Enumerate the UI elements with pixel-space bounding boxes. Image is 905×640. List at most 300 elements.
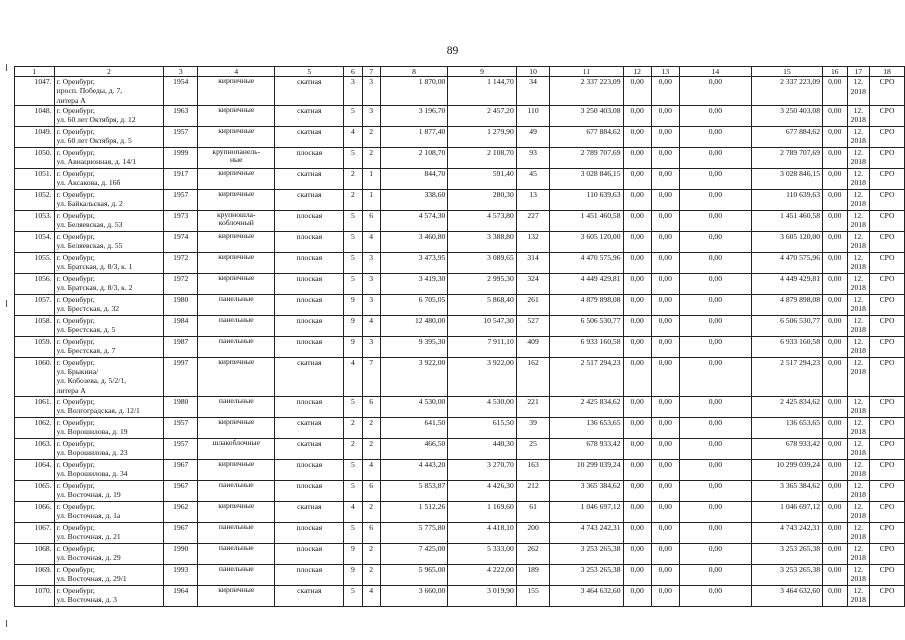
total-cost-cell: 3 253 265,38 — [550, 543, 623, 564]
total-cost-cell: 3 028 846,15 — [550, 168, 623, 189]
fund-cost-cell: 3 028 846,15 — [751, 168, 822, 189]
row-number: 1061. — [15, 396, 55, 417]
cost-cell: 0,00 — [623, 168, 651, 189]
row-number: 1062. — [15, 417, 55, 438]
total-cost-cell: 678 933,42 — [550, 438, 623, 459]
cost-cell: 0,00 — [651, 315, 679, 336]
wall-material-cell: кирпичные — [198, 501, 275, 522]
method-cell: СРО — [870, 273, 905, 294]
column-number: 12 — [623, 67, 651, 77]
living-area-cell: 4 222,00 — [448, 564, 516, 585]
wall-material-cell: кирпичные — [198, 231, 275, 252]
cost-cell: 0,00 — [679, 273, 751, 294]
column-number: 4 — [198, 67, 275, 77]
cost-cell: 0,00 — [679, 417, 751, 438]
total-cost-cell: 3 365 384,62 — [550, 480, 623, 501]
living-area-cell: 3 089,65 — [448, 252, 516, 273]
wall-material-cell: крупношла- коблочный — [198, 210, 275, 231]
cost-cell: 0,00 — [623, 126, 651, 147]
residents-cell: 39 — [516, 417, 550, 438]
table-row — [15, 105, 905, 126]
roof-type-cell: плоская — [275, 522, 344, 543]
row-number: 1065. — [15, 480, 55, 501]
entrances-cell: 6 — [362, 396, 380, 417]
year-cell: 1972 — [164, 252, 198, 273]
cost-cell: 0,00 — [823, 252, 848, 273]
floors-cell: 2 — [344, 168, 362, 189]
fund-cost-cell: 6 506 530,77 — [751, 315, 822, 336]
cost-cell: 0,00 — [679, 564, 751, 585]
entrances-cell: 3 — [362, 294, 380, 315]
entrances-cell: 2 — [362, 438, 380, 459]
table-row — [15, 168, 905, 189]
cost-cell: 0,00 — [651, 231, 679, 252]
cost-cell: 0,00 — [651, 252, 679, 273]
address-cell: г. Оренбург, ул. Братская, д. 8/3, к. 2 — [54, 273, 164, 294]
method-cell: СРО — [870, 252, 905, 273]
period-cell: 12. 2018 — [847, 315, 870, 336]
cost-cell: 0,00 — [623, 231, 651, 252]
wall-material-cell: кирпичные — [198, 252, 275, 273]
wall-material-cell: панельные — [198, 480, 275, 501]
row-number: 1049. — [15, 126, 55, 147]
cost-cell: 0,00 — [623, 147, 651, 168]
entrances-cell: 1 — [362, 168, 380, 189]
cost-cell: 0,00 — [679, 126, 751, 147]
table-row — [15, 294, 905, 315]
roof-type-cell: скатная — [275, 77, 344, 106]
fund-cost-cell: 2 337 223,09 — [751, 77, 822, 106]
living-area-cell: 4 530,00 — [448, 396, 516, 417]
entrances-cell: 6 — [362, 522, 380, 543]
method-cell: СРО — [870, 501, 905, 522]
entrances-cell: 3 — [362, 77, 380, 106]
year-cell: 1962 — [164, 501, 198, 522]
wall-material-cell: шлакоблочные — [198, 438, 275, 459]
method-cell: СРО — [870, 126, 905, 147]
floors-cell: 4 — [344, 126, 362, 147]
residents-cell: 45 — [516, 168, 550, 189]
residents-cell: 25 — [516, 438, 550, 459]
year-cell: 1963 — [164, 105, 198, 126]
living-area-cell: 1 144,70 — [448, 77, 516, 106]
residents-cell: 261 — [516, 294, 550, 315]
column-number: 16 — [823, 67, 848, 77]
residents-cell: 324 — [516, 273, 550, 294]
wall-material-cell: кирпичные — [198, 585, 275, 606]
residents-cell: 49 — [516, 126, 550, 147]
method-cell: СРО — [870, 168, 905, 189]
floors-cell: 5 — [344, 105, 362, 126]
address-cell: г. Оренбург, ул. Байкальская, д. 2 — [54, 189, 164, 210]
floors-cell: 4 — [344, 357, 362, 396]
floors-cell: 5 — [344, 522, 362, 543]
living-area-cell: 280,30 — [448, 189, 516, 210]
wall-material-cell: панельные — [198, 564, 275, 585]
address-cell: г. Оренбург, ул. Брыкина/ ул. Кобозева, д. 5/2/1, литера А — [54, 357, 164, 396]
cost-cell: 0,00 — [623, 273, 651, 294]
living-area-cell: 1 279,90 — [448, 126, 516, 147]
floors-cell: 3 — [344, 77, 362, 106]
total-area-cell: 4 530,00 — [380, 396, 448, 417]
total-area-cell: 4 574,30 — [380, 210, 448, 231]
entrances-cell: 1 — [362, 189, 380, 210]
residents-cell: 221 — [516, 396, 550, 417]
table-row — [15, 336, 905, 357]
year-cell: 1957 — [164, 189, 198, 210]
cost-cell: 0,00 — [623, 189, 651, 210]
year-cell: 1967 — [164, 522, 198, 543]
residents-cell: 227 — [516, 210, 550, 231]
method-cell: СРО — [870, 480, 905, 501]
floors-cell: 9 — [344, 294, 362, 315]
entrances-cell: 4 — [362, 459, 380, 480]
wall-material-cell: кирпичные — [198, 189, 275, 210]
total-cost-cell: 3 464 632,60 — [550, 585, 623, 606]
period-cell: 12. 2018 — [847, 522, 870, 543]
entrances-cell: 4 — [362, 315, 380, 336]
cost-cell: 0,00 — [679, 357, 751, 396]
address-cell: г. Оренбург, ул. Восточная, д. 19 — [54, 480, 164, 501]
year-cell: 1972 — [164, 273, 198, 294]
cost-cell: 0,00 — [679, 147, 751, 168]
residents-cell: 34 — [516, 77, 550, 106]
residents-cell: 110 — [516, 105, 550, 126]
row-number: 1063. — [15, 438, 55, 459]
fund-cost-cell: 1 451 460,58 — [751, 210, 822, 231]
cost-cell: 0,00 — [679, 585, 751, 606]
fund-cost-cell: 2 425 834,62 — [751, 396, 822, 417]
cost-cell: 0,00 — [823, 459, 848, 480]
table-row — [15, 438, 905, 459]
fund-cost-cell: 2 789 707,69 — [751, 147, 822, 168]
total-area-cell: 2 108,70 — [380, 147, 448, 168]
period-cell: 12. 2018 — [847, 168, 870, 189]
roof-type-cell: плоская — [275, 543, 344, 564]
wall-material-cell: панельные — [198, 294, 275, 315]
living-area-cell: 3 019,90 — [448, 585, 516, 606]
address-cell: г. Оренбург, ул. Ворошилова, д. 19 — [54, 417, 164, 438]
period-cell: 12. 2018 — [847, 126, 870, 147]
cost-cell: 0,00 — [651, 459, 679, 480]
address-cell: г. Оренбург, просп. Победы, д. 7, литера А — [54, 77, 164, 106]
fund-cost-cell: 1 046 697,12 — [751, 501, 822, 522]
living-area-cell: 5 333,00 — [448, 543, 516, 564]
method-cell: СРО — [870, 396, 905, 417]
total-area-cell: 3 419,30 — [380, 273, 448, 294]
address-cell: г. Оренбург, ул. Ворошилова, д. 34 — [54, 459, 164, 480]
column-number: 9 — [448, 67, 516, 77]
period-cell: 12. 2018 — [847, 564, 870, 585]
row-number: 1070. — [15, 585, 55, 606]
row-number: 1053. — [15, 210, 55, 231]
table-row — [15, 189, 905, 210]
column-number: 18 — [870, 67, 905, 77]
cost-cell: 0,00 — [651, 168, 679, 189]
cost-cell: 0,00 — [679, 231, 751, 252]
fund-cost-cell: 6 933 160,58 — [751, 336, 822, 357]
margin-tick — [6, 64, 7, 71]
period-cell: 12. 2018 — [847, 336, 870, 357]
period-cell: 12. 2018 — [847, 231, 870, 252]
period-cell: 12. 2018 — [847, 105, 870, 126]
table-row — [15, 396, 905, 417]
entrances-cell: 3 — [362, 105, 380, 126]
entrances-cell: 2 — [362, 417, 380, 438]
year-cell: 1957 — [164, 417, 198, 438]
roof-type-cell: плоская — [275, 396, 344, 417]
roof-type-cell: скатная — [275, 168, 344, 189]
cost-cell: 0,00 — [679, 336, 751, 357]
period-cell: 12. 2018 — [847, 210, 870, 231]
fund-cost-cell: 3 365 384,62 — [751, 480, 822, 501]
total-area-cell: 3 460,80 — [380, 231, 448, 252]
cost-cell: 0,00 — [623, 480, 651, 501]
total-cost-cell: 2 425 834,62 — [550, 396, 623, 417]
column-number: 11 — [550, 67, 623, 77]
total-area-cell: 338,60 — [380, 189, 448, 210]
table-row — [15, 273, 905, 294]
roof-type-cell: плоская — [275, 294, 344, 315]
wall-material-cell: панельные — [198, 543, 275, 564]
table-row — [15, 77, 905, 106]
living-area-cell: 615,50 — [448, 417, 516, 438]
address-cell: г. Оренбург, ул. Беляевская, д. 53 — [54, 210, 164, 231]
cost-cell: 0,00 — [651, 543, 679, 564]
method-cell: СРО — [870, 459, 905, 480]
housing-register-table — [14, 66, 905, 607]
year-cell: 1973 — [164, 210, 198, 231]
total-cost-cell: 10 299 039,24 — [550, 459, 623, 480]
table-row — [15, 417, 905, 438]
total-area-cell: 4 443,20 — [380, 459, 448, 480]
total-area-cell: 1 870,00 — [380, 77, 448, 106]
address-cell: г. Оренбург, ул. Брестская, д. 7 — [54, 336, 164, 357]
entrances-cell: 4 — [362, 585, 380, 606]
margin-tick — [6, 300, 7, 307]
cost-cell: 0,00 — [651, 126, 679, 147]
total-area-cell: 466,50 — [380, 438, 448, 459]
entrances-cell: 3 — [362, 273, 380, 294]
cost-cell: 0,00 — [823, 417, 848, 438]
living-area-cell: 4 426,30 — [448, 480, 516, 501]
roof-type-cell: скатная — [275, 417, 344, 438]
table-row — [15, 231, 905, 252]
total-cost-cell: 4 743 242,31 — [550, 522, 623, 543]
fund-cost-cell: 136 653,65 — [751, 417, 822, 438]
total-cost-cell: 6 506 530,77 — [550, 315, 623, 336]
total-area-cell: 5 853,87 — [380, 480, 448, 501]
fund-cost-cell: 110 639,63 — [751, 189, 822, 210]
entrances-cell: 2 — [362, 543, 380, 564]
residents-cell: 527 — [516, 315, 550, 336]
column-number: 10 — [516, 67, 550, 77]
margin-tick — [6, 620, 7, 627]
total-cost-cell: 136 653,65 — [550, 417, 623, 438]
wall-material-cell: кирпичные — [198, 105, 275, 126]
wall-material-cell: кирпичные — [198, 168, 275, 189]
method-cell: СРО — [870, 210, 905, 231]
year-cell: 1917 — [164, 168, 198, 189]
method-cell: СРО — [870, 231, 905, 252]
cost-cell: 0,00 — [679, 438, 751, 459]
year-cell: 1980 — [164, 294, 198, 315]
table-row — [15, 210, 905, 231]
entrances-cell: 4 — [362, 231, 380, 252]
fund-cost-cell: 3 253 265,38 — [751, 543, 822, 564]
total-area-cell: 3 660,00 — [380, 585, 448, 606]
table-row — [15, 252, 905, 273]
total-area-cell: 641,50 — [380, 417, 448, 438]
cost-cell: 0,00 — [623, 336, 651, 357]
entrances-cell: 3 — [362, 336, 380, 357]
row-number: 1057. — [15, 294, 55, 315]
total-cost-cell: 1 046 697,12 — [550, 501, 623, 522]
table-row — [15, 315, 905, 336]
table-row — [15, 126, 905, 147]
row-number: 1060. — [15, 357, 55, 396]
floors-cell: 9 — [344, 336, 362, 357]
floors-cell: 2 — [344, 189, 362, 210]
wall-material-cell: кирпичные — [198, 459, 275, 480]
roof-type-cell: скатная — [275, 438, 344, 459]
row-number: 1052. — [15, 189, 55, 210]
floors-cell: 9 — [344, 564, 362, 585]
method-cell: СРО — [870, 357, 905, 396]
entrances-cell: 2 — [362, 147, 380, 168]
cost-cell: 0,00 — [679, 459, 751, 480]
cost-cell: 0,00 — [651, 585, 679, 606]
address-cell: г. Оренбург, ул. Восточная, д. 1а — [54, 501, 164, 522]
fund-cost-cell: 677 884,62 — [751, 126, 822, 147]
residents-cell: 162 — [516, 357, 550, 396]
total-cost-cell: 677 884,62 — [550, 126, 623, 147]
floors-cell: 5 — [344, 585, 362, 606]
cost-cell: 0,00 — [679, 168, 751, 189]
cost-cell: 0,00 — [823, 438, 848, 459]
cost-cell: 0,00 — [623, 585, 651, 606]
living-area-cell: 3 388,80 — [448, 231, 516, 252]
floors-cell: 5 — [344, 459, 362, 480]
total-cost-cell: 2 337 223,09 — [550, 77, 623, 106]
row-number: 1054. — [15, 231, 55, 252]
column-number: 5 — [275, 67, 344, 77]
total-area-cell: 3 473,95 — [380, 252, 448, 273]
cost-cell: 0,00 — [823, 522, 848, 543]
entrances-cell: 6 — [362, 210, 380, 231]
period-cell: 12. 2018 — [847, 294, 870, 315]
cost-cell: 0,00 — [679, 252, 751, 273]
roof-type-cell: скатная — [275, 189, 344, 210]
residents-cell: 163 — [516, 459, 550, 480]
residents-cell: 314 — [516, 252, 550, 273]
column-number: 1 — [15, 67, 55, 77]
cost-cell: 0,00 — [823, 210, 848, 231]
entrances-cell: 6 — [362, 480, 380, 501]
year-cell: 1984 — [164, 315, 198, 336]
roof-type-cell: плоская — [275, 231, 344, 252]
fund-cost-cell: 4 879 898,08 — [751, 294, 822, 315]
address-cell: г. Оренбург, ул. Авиационная, д. 14/1 — [54, 147, 164, 168]
year-cell: 1993 — [164, 564, 198, 585]
floors-cell: 5 — [344, 231, 362, 252]
table-row — [15, 357, 905, 396]
total-area-cell: 1 877,40 — [380, 126, 448, 147]
cost-cell: 0,00 — [823, 315, 848, 336]
floors-cell: 5 — [344, 147, 362, 168]
floors-cell: 9 — [344, 315, 362, 336]
year-cell: 1999 — [164, 147, 198, 168]
period-cell: 12. 2018 — [847, 501, 870, 522]
column-number: 7 — [362, 67, 380, 77]
cost-cell: 0,00 — [651, 294, 679, 315]
cost-cell: 0,00 — [623, 438, 651, 459]
floors-cell: 2 — [344, 417, 362, 438]
fund-cost-cell: 678 933,42 — [751, 438, 822, 459]
method-cell: СРО — [870, 77, 905, 106]
period-cell: 12. 2018 — [847, 147, 870, 168]
roof-type-cell: скатная — [275, 126, 344, 147]
cost-cell: 0,00 — [623, 210, 651, 231]
fund-cost-cell: 10 299 039,24 — [751, 459, 822, 480]
year-cell: 1967 — [164, 480, 198, 501]
row-number: 1050. — [15, 147, 55, 168]
fund-cost-cell: 2 517 294,23 — [751, 357, 822, 396]
cost-cell: 0,00 — [651, 417, 679, 438]
method-cell: СРО — [870, 522, 905, 543]
floors-cell: 5 — [344, 273, 362, 294]
fund-cost-cell: 4 743 242,31 — [751, 522, 822, 543]
cost-cell: 0,00 — [651, 189, 679, 210]
cost-cell: 0,00 — [823, 564, 848, 585]
address-cell: г. Оренбург, ул. Брестская, д. 5 — [54, 315, 164, 336]
cost-cell: 0,00 — [823, 336, 848, 357]
cost-cell: 0,00 — [679, 294, 751, 315]
address-cell: г. Оренбург, ул. Беляевская, д. 55 — [54, 231, 164, 252]
table-row — [15, 147, 905, 168]
cost-cell: 0,00 — [623, 77, 651, 106]
cost-cell: 0,00 — [823, 147, 848, 168]
roof-type-cell: плоская — [275, 252, 344, 273]
total-cost-cell: 4 470 575,96 — [550, 252, 623, 273]
roof-type-cell: плоская — [275, 336, 344, 357]
total-area-cell: 3 196,70 — [380, 105, 448, 126]
cost-cell: 0,00 — [651, 438, 679, 459]
floors-cell: 5 — [344, 252, 362, 273]
cost-cell: 0,00 — [823, 126, 848, 147]
cost-cell: 0,00 — [679, 543, 751, 564]
cost-cell: 0,00 — [651, 564, 679, 585]
column-number: 17 — [847, 67, 870, 77]
residents-cell: 13 — [516, 189, 550, 210]
residents-cell: 189 — [516, 564, 550, 585]
row-number: 1068. — [15, 543, 55, 564]
cost-cell: 0,00 — [679, 522, 751, 543]
roof-type-cell: плоская — [275, 480, 344, 501]
cost-cell: 0,00 — [823, 501, 848, 522]
method-cell: СРО — [870, 294, 905, 315]
table-row — [15, 480, 905, 501]
residents-cell: 262 — [516, 543, 550, 564]
roof-type-cell: плоская — [275, 564, 344, 585]
address-cell: г. Оренбург, ул. Братская, д. 8/3, к. 1 — [54, 252, 164, 273]
wall-material-cell: панельные — [198, 522, 275, 543]
living-area-cell: 440,30 — [448, 438, 516, 459]
total-cost-cell: 2 789 707,69 — [550, 147, 623, 168]
cost-cell: 0,00 — [651, 522, 679, 543]
cost-cell: 0,00 — [651, 147, 679, 168]
total-area-cell: 12 480,00 — [380, 315, 448, 336]
